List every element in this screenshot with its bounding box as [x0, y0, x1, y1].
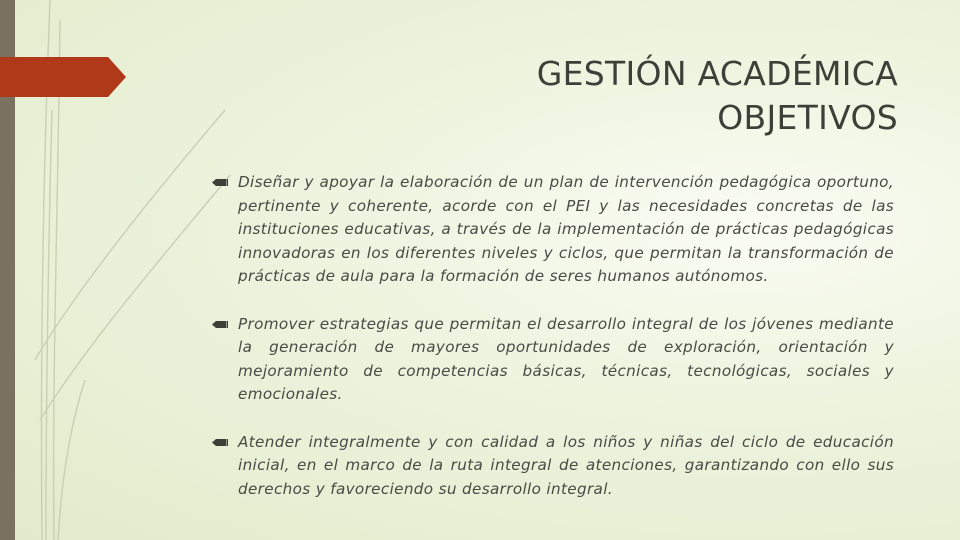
pencil-icon	[212, 318, 228, 331]
bullet-item-3	[212, 431, 894, 502]
bullet-item-2	[212, 313, 894, 407]
bullet-text-3: Atender integralmente y con calidad a los niños y niñas del ciclo de educación inicial, en el marco de la ruta integral de atenciones, garantizando con ello sus derechos y favoreciendo su desarrollo integral.	[238, 432, 894, 498]
bullet-list	[212, 171, 894, 525]
pencil-icon	[212, 436, 228, 449]
pencil-icon	[212, 176, 228, 189]
bullet-item-1	[212, 171, 894, 289]
accent-tab-shape	[0, 57, 126, 97]
title-line-2: OBJETIVOS	[717, 98, 898, 137]
slide-title	[398, 52, 898, 140]
title-line-1: GESTIÓN ACADÉMICA	[536, 54, 898, 93]
bullet-text-2: Promover estrategias que permitan el desarrollo integral de los jóvenes mediante la generación de mayores oportunidades de exploración, orientación y mejoramiento de competencias básicas, técnicas, tecnológicas, sociales y emocionales.	[238, 314, 894, 403]
bullet-text-1: Diseñar y apoyar la elaboración de un plan de intervención pedagógica oportuno, pertinente y coherente, acorde con el PEI y las necesidades concretas de las instituciones educativas, a través de la implementación de prácticas pedagógicas innovadoras en los diferentes niveles y ciclos, que permitan la transformación de prácticas de aula para la formación de seres humanos autónomos.	[238, 173, 894, 285]
